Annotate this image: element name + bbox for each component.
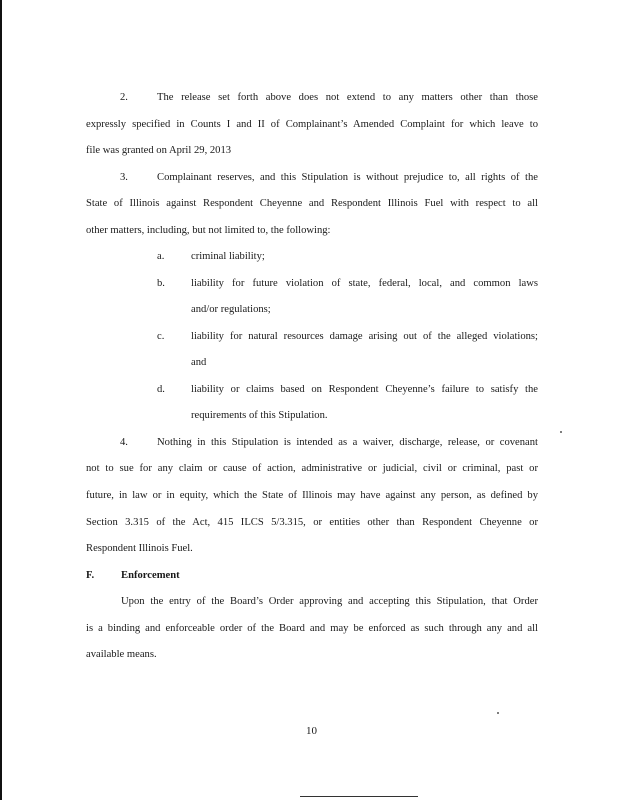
paragraph-number: 2. xyxy=(120,92,128,103)
list-item-label: d. xyxy=(157,384,165,395)
page-number: 10 xyxy=(306,725,317,737)
list-item-label: c. xyxy=(157,331,165,342)
paragraph-line: Upon the entry of the Board’s Order approving and accepting this Stipulation, that Order xyxy=(121,596,538,607)
scan-speck xyxy=(560,431,562,433)
paragraph-line: Respondent Illinois Fuel. xyxy=(86,543,193,554)
list-item-text: liability or claims based on Respondent Cheyenne’s failure to satisfy the xyxy=(191,384,538,395)
scan-edge xyxy=(0,0,2,800)
list-item-text: and xyxy=(191,357,207,368)
paragraph-line: expressly specified in Counts I and II of Complainant’s Amended Complaint for which leave to xyxy=(86,119,538,130)
paragraph-line: Complainant reserves, and this Stipulation is without prejudice to, all rights of the xyxy=(157,172,538,183)
paragraph-line: Nothing in this Stipulation is intended as a waiver, discharge, release, or covenant xyxy=(157,437,538,448)
paragraph-line: other matters, including, but not limited to, the following: xyxy=(86,225,331,236)
paragraph-line: not to sue for any claim or cause of action, administrative or judicial, civil or criminal, past or xyxy=(86,463,538,474)
list-item-text: requirements of this Stipulation. xyxy=(191,410,328,421)
paragraph-line: future, in law or in equity, which the State of Illinois may have against any person, as defined by xyxy=(86,490,538,501)
list-item-text: liability for future violation of state, federal, local, and common laws xyxy=(191,278,538,289)
list-item-label: b. xyxy=(157,278,165,289)
paragraph-line: file was granted on April 29, 2013 xyxy=(86,145,232,156)
paragraph-line: State of Illinois against Respondent Cheyenne and Respondent Illinois Fuel with respect to all xyxy=(86,198,538,209)
scan-edge-bottom xyxy=(300,796,418,797)
scan-speck xyxy=(497,712,499,714)
paragraph-line: available means. xyxy=(86,649,157,660)
list-item-text: liability for natural resources damage arising out of the alleged violations; xyxy=(191,331,538,342)
paragraph-number: 4. xyxy=(120,437,128,448)
paragraph-number: 3. xyxy=(120,172,128,183)
paragraph-line: is a binding and enforceable order of the Board and may be enforced as such through any and all xyxy=(86,623,538,634)
paragraph-line: Section 3.315 of the Act, 415 ILCS 5/3.315, or entities other than Respondent Cheyenne or xyxy=(86,517,538,528)
section-title: Enforcement xyxy=(121,570,180,581)
list-item-label: a. xyxy=(157,251,165,262)
paragraph-line: The release set forth above does not extend to any matters other than those xyxy=(157,92,538,103)
list-item-text: and/or regulations; xyxy=(191,304,271,315)
section-letter: F. xyxy=(86,570,95,581)
list-item-text: criminal liability; xyxy=(191,251,265,262)
